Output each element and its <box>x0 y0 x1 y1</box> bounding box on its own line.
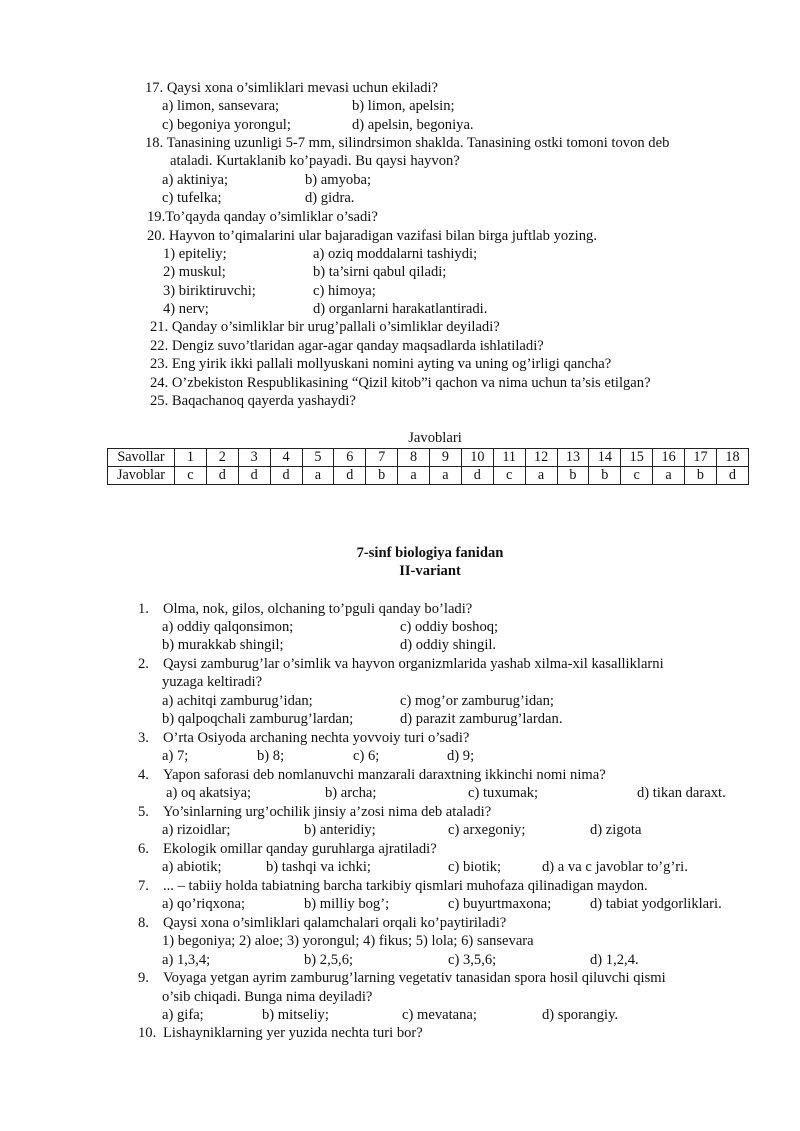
question-24: 24. O’zbekiston Respublikasining “Qizil kitob”i qachon va nima uchun ta’sis etilgan? <box>150 375 651 391</box>
q20-right-d: d) organlarni harakatlantiradi. <box>313 301 488 317</box>
q1-option-a: a) oddiy qalqonsimon; <box>162 619 294 635</box>
table-cell: 7 <box>366 449 398 467</box>
table-cell: a <box>302 467 334 485</box>
q4-option-d: d) tikan daraxt. <box>637 785 726 801</box>
table-cell: 2 <box>206 449 238 467</box>
q18-option-a: a) aktiniya; <box>162 172 229 188</box>
table-cell: d <box>206 467 238 485</box>
q1-text: Olma, nok, gilos, olchaning to’pguli qanday bo’ladi? <box>163 601 473 617</box>
q2-option-c: c) mog’or zamburug’idan; <box>400 693 554 709</box>
q7-option-d: d) tabiat yodgorliklari. <box>590 896 722 912</box>
table-cell: 11 <box>493 449 525 467</box>
table-cell: d <box>461 467 493 485</box>
q10-text: Lishayniklarning yer yuzida nechta turi bor? <box>163 1025 423 1041</box>
table-cell: 8 <box>398 449 430 467</box>
variant-heading: II-variant <box>399 563 461 579</box>
table-cell: 15 <box>621 449 653 467</box>
q6-option-a: a) abiotik; <box>162 859 222 875</box>
q5-option-b: b) anteridiy; <box>304 822 376 838</box>
q2-number: 2. <box>138 656 149 672</box>
q3-number: 3. <box>138 730 149 746</box>
table-cell: a <box>525 467 557 485</box>
q8-option-c: c) 3,5,6; <box>448 952 497 968</box>
q1-option-b: b) murakkab shingil; <box>162 637 284 653</box>
q2-text-line-1: Qaysi zamburug’lar o’simlik va hayvon organizmlarida yashab xilma-xil kasalliklarni <box>163 656 664 672</box>
q1-option-c: c) oddiy boshoq; <box>400 619 499 635</box>
table-row-questions <box>108 449 749 467</box>
q5-option-d: d) zigota <box>590 822 642 838</box>
q8-option-d: d) 1,2,4. <box>590 952 639 968</box>
q6-text: Ekologik omillar qanday guruhlarga ajratiladi? <box>163 841 437 857</box>
table-cell: 12 <box>525 449 557 467</box>
q2-option-a: a) achitqi zamburug’idan; <box>162 693 313 709</box>
q17-option-c: c) begoniya yorongul; <box>162 117 291 133</box>
q20-right-b: b) ta’sirni qabul qiladi; <box>313 264 447 280</box>
table-cell: d <box>270 467 302 485</box>
table-row-answers <box>108 467 749 485</box>
row-label-answers: Javoblar <box>108 467 175 485</box>
q8-plant-list: 1) begoniya; 2) aloe; 3) yorongul; 4) fikus; 5) lola; 6) sansevara <box>162 933 534 949</box>
q9-option-a: a) gifa; <box>162 1007 204 1023</box>
q2-option-d: d) parazit zamburug’lardan. <box>400 711 563 727</box>
q1-number: 1. <box>138 601 149 617</box>
table-cell: 14 <box>589 449 621 467</box>
table-cell: 9 <box>430 449 462 467</box>
table-cell: 18 <box>716 449 748 467</box>
table-cell: c <box>175 467 207 485</box>
q5-option-a: a) rizoidlar; <box>162 822 231 838</box>
q4-number: 4. <box>138 767 149 783</box>
q5-text: Yo’sinlarning urg’ochilik jinsiy a’zosi nima deb ataladi? <box>163 804 492 820</box>
answers-title: Javoblari <box>408 430 462 446</box>
table-cell: d <box>716 467 748 485</box>
question-19: 19.To’qayda qanday o’simliklar o’sadi? <box>147 209 378 225</box>
table-cell: d <box>238 467 270 485</box>
table-cell: b <box>685 467 717 485</box>
q18-option-b: b) amyoba; <box>305 172 372 188</box>
q7-option-a: a) qo’riqxona; <box>162 896 246 912</box>
table-cell: d <box>334 467 366 485</box>
q4-text: Yapon saforasi deb nomlanuvchi manzarali daraxtning ikkinchi nomi nima? <box>163 767 606 783</box>
table-cell: b <box>557 467 589 485</box>
q7-text: ... – tabiiy holda tabiatning barcha tarkibiy qismlari muhofaza qilinadigan maydon. <box>163 878 648 894</box>
q17-option-d: d) apelsin, begoniya. <box>352 117 474 133</box>
q20-left-4: 4) nerv; <box>163 301 209 317</box>
table-cell: c <box>493 467 525 485</box>
q9-option-d: d) sporangiy. <box>542 1007 619 1023</box>
q9-text-line-1: Voyaga yetgan ayrim zamburug’larning vegetativ tanasidan spora hosil qiluvchi qismi <box>163 970 666 986</box>
q6-number: 6. <box>138 841 149 857</box>
table-cell: 3 <box>238 449 270 467</box>
q3-option-d: d) 9; <box>447 748 475 764</box>
q8-number: 8. <box>138 915 149 931</box>
q6-option-c: c) biotik; <box>448 859 502 875</box>
q3-option-b: b) 8; <box>257 748 285 764</box>
q5-number: 5. <box>138 804 149 820</box>
q9-option-c: c) mevatana; <box>402 1007 477 1023</box>
q10-number: 10. <box>138 1025 157 1041</box>
q4-option-a: a) oq akatsiya; <box>166 785 252 801</box>
q20-left-1: 1) epiteliy; <box>163 246 227 262</box>
q7-number: 7. <box>138 878 149 894</box>
table-cell: a <box>398 467 430 485</box>
q20-right-c: c) himoya; <box>313 283 376 299</box>
table-cell: b <box>589 467 621 485</box>
q20-right-a: a) oziq moddalarni tashiydi; <box>313 246 478 262</box>
table-cell: a <box>653 467 685 485</box>
table-cell: 16 <box>653 449 685 467</box>
table-cell: 17 <box>685 449 717 467</box>
q3-option-c: c) 6; <box>353 748 380 764</box>
question-20: 20. Hayvon to’qimalarini ular bajaradigan vazifasi bilan birga juftlab yozing. <box>147 228 597 244</box>
table-cell: 1 <box>175 449 207 467</box>
q20-left-3: 3) biriktiruvchi; <box>163 283 256 299</box>
question-21: 21. Qanday o’simliklar bir urug’pallali o’simliklar deyiladi? <box>150 319 500 335</box>
q2-option-b: b) qalpoqchali zamburug’lardan; <box>162 711 354 727</box>
q9-number: 9. <box>138 970 149 986</box>
table-cell: 6 <box>334 449 366 467</box>
q8-option-b: b) 2,5,6; <box>304 952 354 968</box>
q6-option-d: d) a va c javoblar to’g’ri. <box>542 859 688 875</box>
question-25: 25. Baqachanoq qayerda yashaydi? <box>150 393 356 409</box>
q8-text: Qaysi xona o’simliklari qalamchalari orqali ko’paytiriladi? <box>163 915 507 931</box>
table-cell: c <box>621 467 653 485</box>
q20-left-2: 2) muskul; <box>163 264 226 280</box>
q2-text-line-2: yuzaga keltiradi? <box>162 674 263 690</box>
answers-table <box>107 448 749 485</box>
q18-option-d: d) gidra. <box>305 190 355 206</box>
q17-option-a: a) limon, sansevara; <box>162 98 280 114</box>
table-cell: 10 <box>461 449 493 467</box>
table-cell: a <box>430 467 462 485</box>
q4-option-b: b) archa; <box>325 785 377 801</box>
table-cell: 4 <box>270 449 302 467</box>
q1-option-d: d) oddiy shingil. <box>400 637 497 653</box>
question-18-line-2: ataladi. Kurtaklanib ko’payadi. Bu qaysi hayvon? <box>170 153 460 169</box>
table-cell: 13 <box>557 449 589 467</box>
q7-option-b: b) milliy bog’; <box>304 896 390 912</box>
question-18-line-1: 18. Tanasining uzunligi 5-7 mm, silindrsimon shaklda. Tanasining ostki tomoni tovon deb <box>145 135 670 151</box>
q8-option-a: a) 1,3,4; <box>162 952 211 968</box>
table-cell: b <box>366 467 398 485</box>
q3-text: O’rta Osiyoda archaning nechta yovvoiy turi o’sadi? <box>163 730 470 746</box>
q6-option-b: b) tashqi va ichki; <box>266 859 371 875</box>
q18-option-c: c) tufelka; <box>162 190 222 206</box>
table-cell: 5 <box>302 449 334 467</box>
row-label-questions: Savollar <box>108 449 175 467</box>
section-heading: 7-sinf biologiya fanidan <box>356 545 504 561</box>
q9-option-b: b) mitseliy; <box>262 1007 329 1023</box>
q4-option-c: c) tuxumak; <box>468 785 539 801</box>
q17-option-b: b) limon, apelsin; <box>352 98 455 114</box>
q9-text-line-2: o’sib chiqadi. Bunga nima deyiladi? <box>162 989 373 1005</box>
question-22: 22. Dengiz suvo’tlaridan agar-agar qanday maqsadlarda ishlatiladi? <box>150 338 544 354</box>
q5-option-c: c) arxegoniy; <box>448 822 526 838</box>
q7-option-c: c) buyurtmaxona; <box>448 896 552 912</box>
q3-option-a: a) 7; <box>162 748 189 764</box>
question-23: 23. Eng yirik ikki pallali mollyuskani nomini ayting va uning og’irligi qancha? <box>150 356 612 372</box>
question-17: 17. Qaysi xona o’simliklari mevasi uchun ekiladi? <box>145 80 439 96</box>
